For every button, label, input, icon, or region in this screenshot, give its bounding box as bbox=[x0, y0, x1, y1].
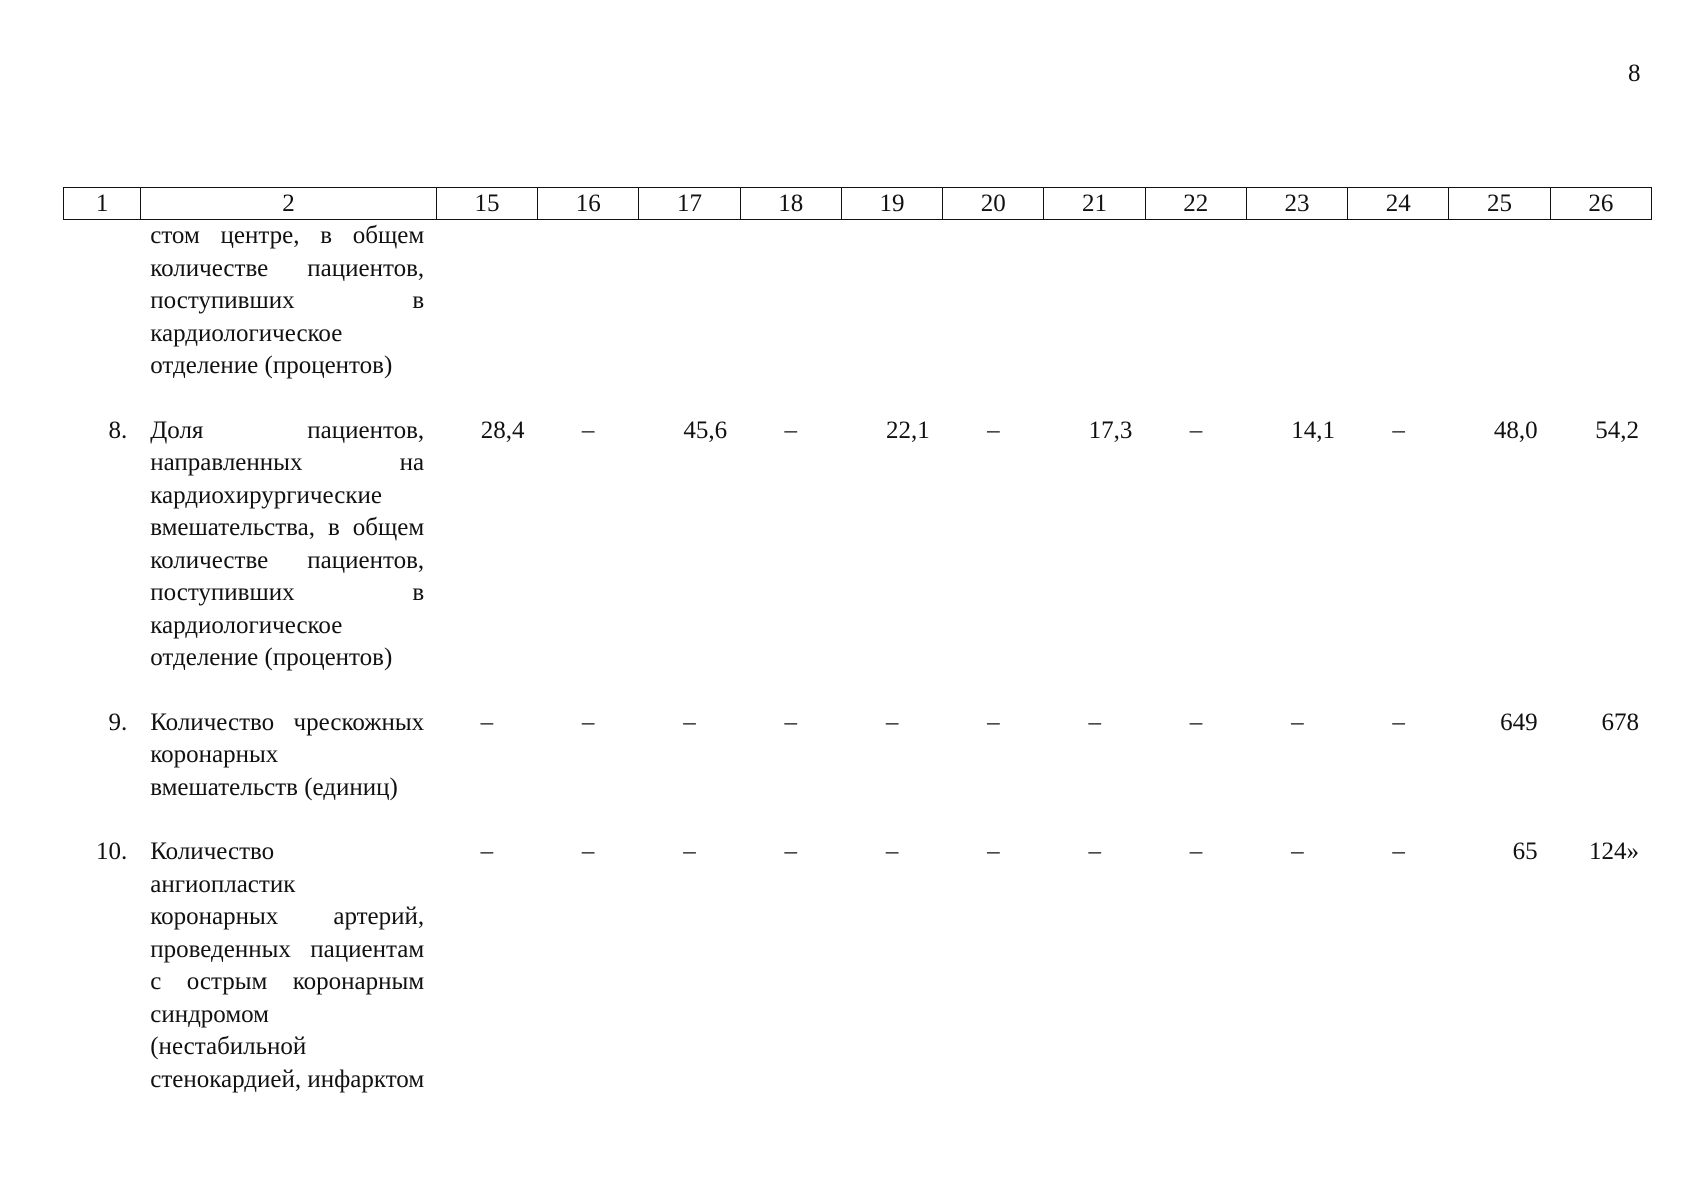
value-cell: 17,3 bbox=[1088, 416, 1133, 444]
value-cell bbox=[943, 220, 1044, 415]
value-cell: – bbox=[1088, 838, 1101, 865]
column-header: 17 bbox=[639, 188, 740, 220]
value-cell bbox=[740, 220, 841, 415]
value-cell: – bbox=[1392, 708, 1405, 736]
value-cell: 54,2 bbox=[1595, 416, 1639, 444]
column-header: 22 bbox=[1145, 188, 1246, 220]
value-cell: – bbox=[1392, 838, 1405, 865]
column-header: 23 bbox=[1246, 188, 1347, 220]
value-cell: – bbox=[1291, 838, 1304, 865]
row-number: 10. bbox=[95, 838, 128, 865]
value-cell bbox=[1145, 220, 1246, 415]
value-cell bbox=[1247, 220, 1348, 415]
value-cell: 678 bbox=[1601, 708, 1639, 736]
table-row bbox=[63, 707, 1652, 837]
value-cell: – bbox=[683, 708, 696, 736]
value-cell: 22,1 bbox=[885, 416, 930, 444]
row-number: 9. bbox=[108, 708, 128, 736]
value-cell: – bbox=[1189, 838, 1203, 865]
indicator-name-cell bbox=[140, 707, 436, 837]
indicator-name: Количество чрескожных коронарных вмешательств (единиц) bbox=[150, 708, 425, 801]
value-cell: – bbox=[784, 416, 797, 444]
value-cell: 28,4 bbox=[480, 416, 525, 444]
value-cell: – bbox=[987, 708, 1000, 736]
column-header: 25 bbox=[1449, 188, 1550, 220]
indicator-name: Доля пациентов, направленных на кардиохирургические вмешательства, в общем количестве пациентов, поступивших в кардиологическое отделение (процентов) bbox=[150, 416, 425, 671]
value-cell: – bbox=[784, 838, 797, 865]
value-cell: – bbox=[1291, 708, 1304, 736]
table-row bbox=[63, 220, 1652, 415]
value-cell: – bbox=[885, 838, 899, 865]
value-cell bbox=[1551, 220, 1652, 415]
column-number-row bbox=[64, 188, 1652, 220]
value-cell bbox=[639, 220, 740, 415]
value-cell: – bbox=[480, 838, 494, 865]
value-cell: – bbox=[581, 838, 595, 865]
value-cell: – bbox=[885, 708, 899, 736]
indicator-name: Количество ангиопластик коронарных артерий, проведенных пациентам с острым коронарным синдромом (нестабильной стенокардией, инфарктом bbox=[150, 838, 425, 1093]
indicator-name-cell bbox=[140, 415, 436, 707]
value-cell: 649 bbox=[1500, 708, 1538, 736]
value-cell bbox=[537, 220, 638, 415]
value-cell: – bbox=[683, 838, 696, 865]
column-header: 19 bbox=[841, 188, 942, 220]
column-header: 20 bbox=[943, 188, 1044, 220]
column-header: 21 bbox=[1044, 188, 1145, 220]
indicator-name-cell bbox=[140, 836, 436, 1128]
value-cell: – bbox=[1392, 416, 1405, 444]
value-cell: – bbox=[480, 708, 494, 736]
value-cell bbox=[1449, 220, 1550, 415]
indicator-name: стом центре, в общем количестве пациентов, поступивших в кардиологическое отделение (процентов) bbox=[150, 222, 425, 379]
value-cell: – bbox=[581, 416, 595, 444]
value-cell: – bbox=[1088, 708, 1101, 736]
value-cell: – bbox=[1189, 416, 1203, 444]
value-cell: – bbox=[987, 416, 1000, 444]
row-number: 8. bbox=[108, 416, 128, 444]
value-cell bbox=[436, 220, 537, 415]
value-cell: 14,1 bbox=[1291, 416, 1335, 444]
value-cell: – bbox=[987, 838, 1000, 865]
value-cell: – bbox=[784, 708, 797, 736]
column-header: 1 bbox=[64, 188, 141, 220]
row-number bbox=[63, 220, 140, 415]
table-row bbox=[63, 836, 1652, 1128]
indicator-table-body bbox=[63, 220, 1652, 1128]
value-cell: 124» bbox=[1589, 838, 1639, 865]
column-header: 2 bbox=[141, 188, 437, 220]
column-header: 24 bbox=[1348, 188, 1449, 220]
value-cell: – bbox=[1189, 708, 1203, 736]
table-row bbox=[63, 415, 1652, 707]
value-cell bbox=[1044, 220, 1145, 415]
column-header: 26 bbox=[1550, 188, 1651, 220]
indicator-name-cell bbox=[140, 220, 436, 415]
value-cell: – bbox=[581, 708, 595, 736]
header-row-table bbox=[63, 187, 1652, 220]
page-number: 8 bbox=[1628, 60, 1641, 87]
column-header: 16 bbox=[538, 188, 639, 220]
column-header: 18 bbox=[740, 188, 841, 220]
value-cell bbox=[841, 220, 942, 415]
value-cell: 45,6 bbox=[683, 416, 728, 444]
value-cell bbox=[1348, 220, 1449, 415]
column-header: 15 bbox=[436, 188, 537, 220]
value-cell: 48,0 bbox=[1493, 416, 1538, 444]
value-cell: 65 bbox=[1512, 838, 1538, 865]
